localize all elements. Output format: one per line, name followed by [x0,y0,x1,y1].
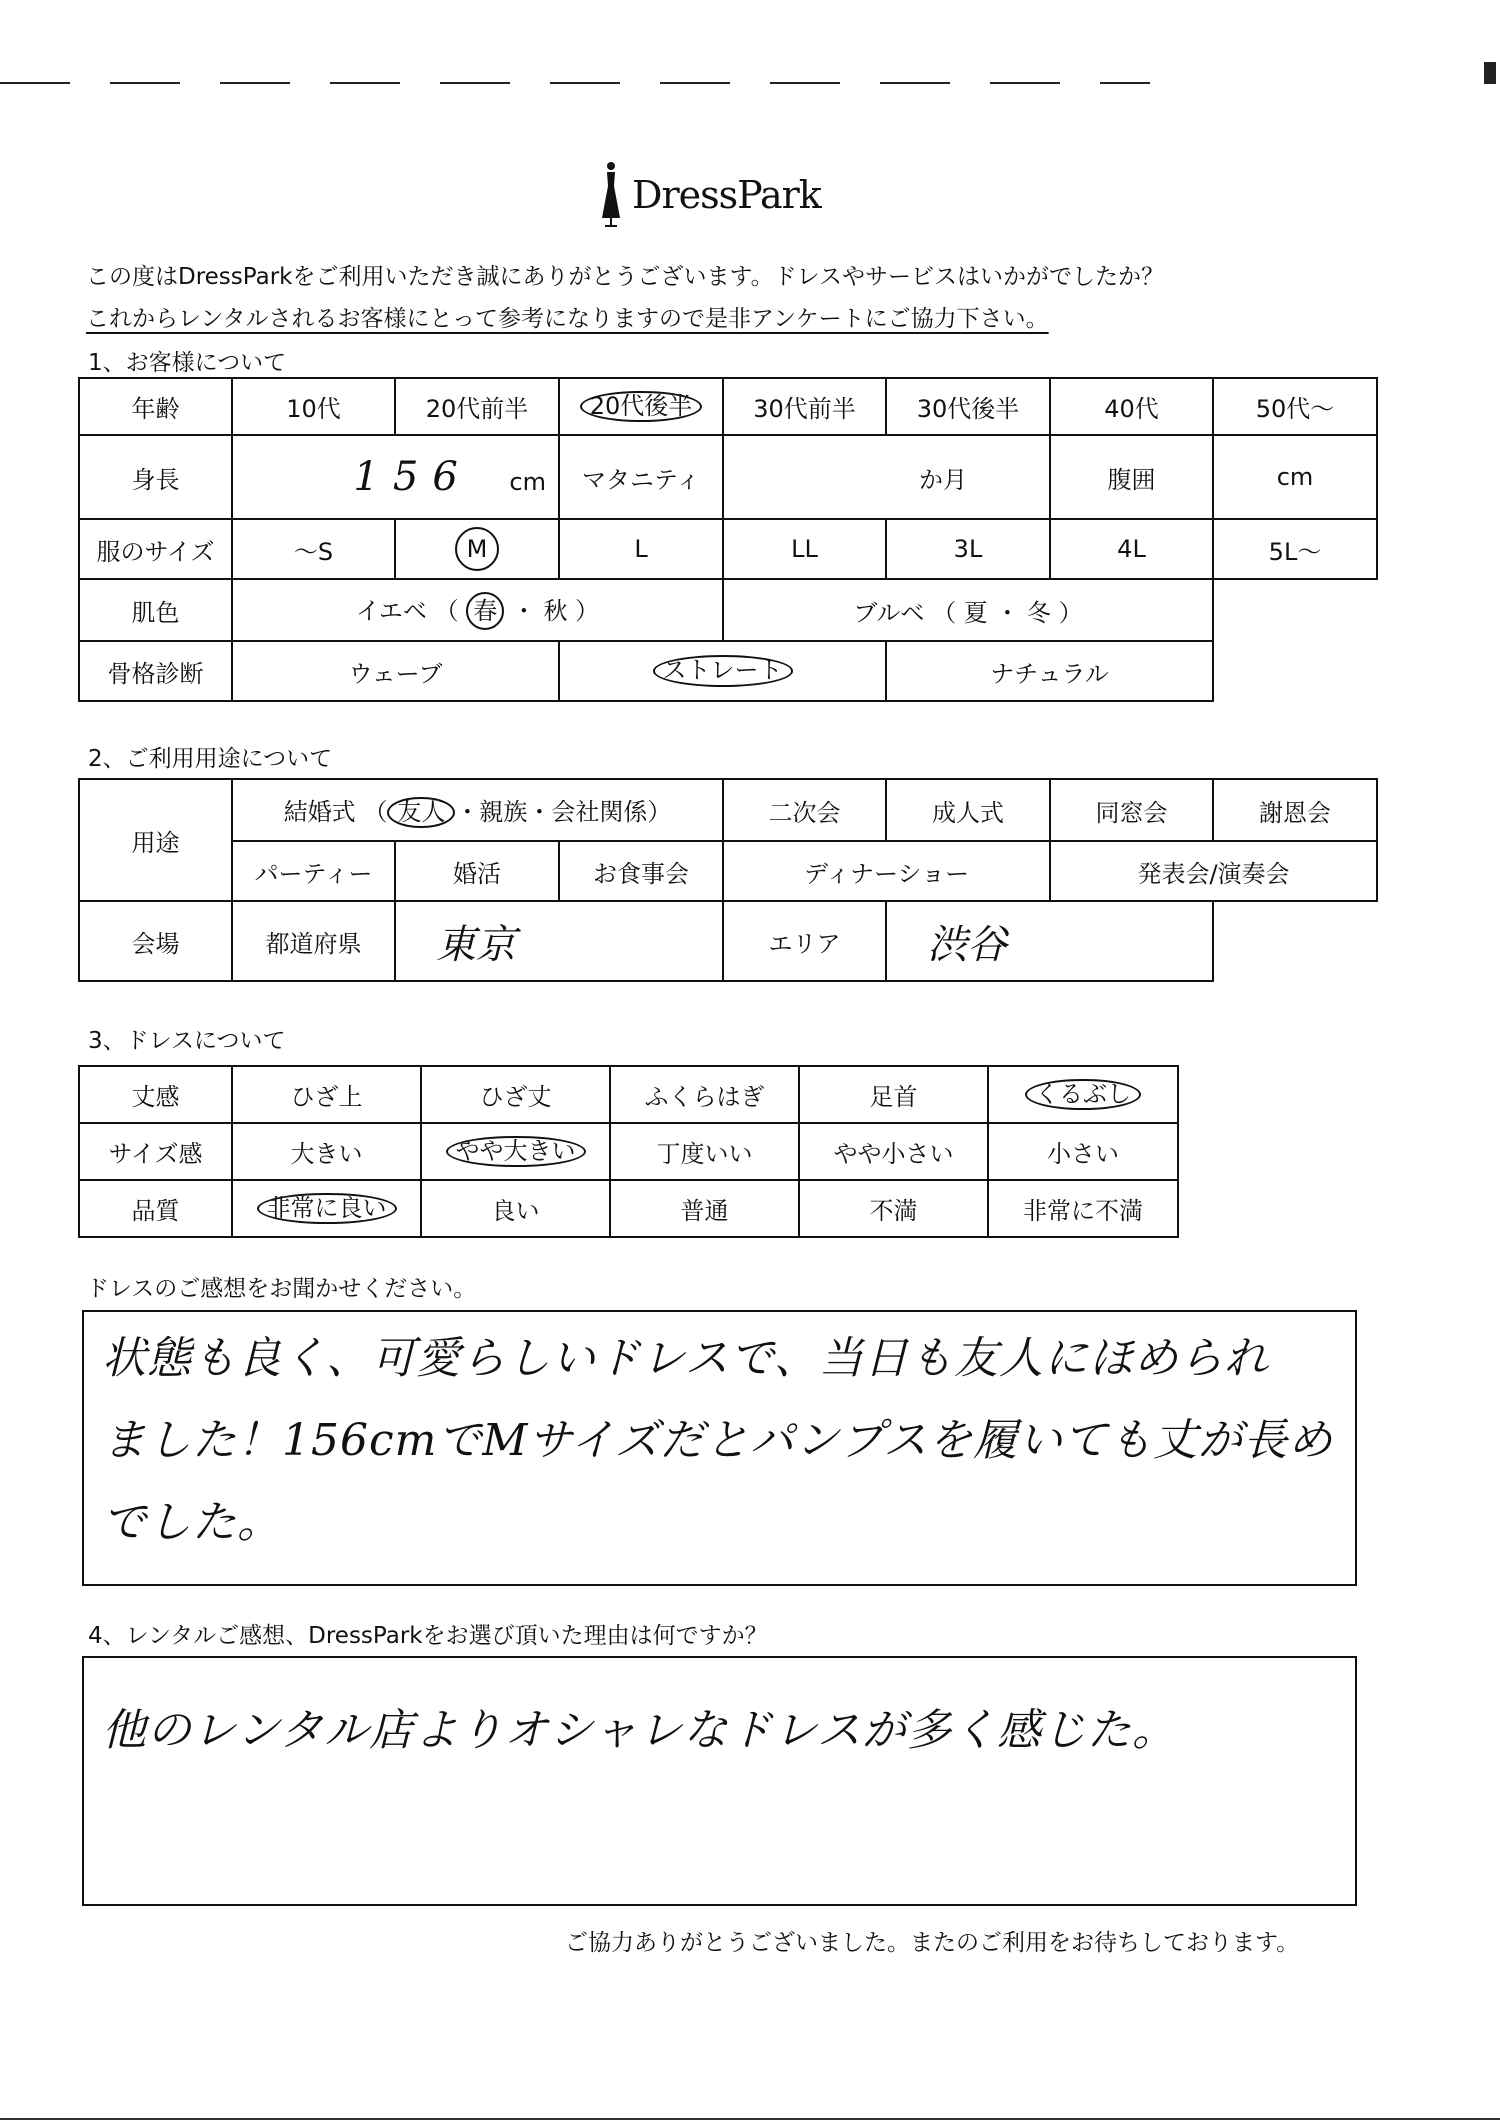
scan-edge-line-bottom [0,2118,1500,2120]
area-field[interactable] [886,901,1213,981]
quality-option-selected[interactable] [232,1180,421,1237]
height-value: 156 [353,454,472,500]
wedding-friend-selected[interactable]: 友人 [387,797,455,829]
wedding-label: 結婚式 [283,797,356,826]
quality-option[interactable]: 不満 [799,1180,988,1237]
usage-option[interactable]: ディナーショー [723,841,1050,901]
yellow-base-field[interactable] [232,579,723,641]
empty-cell [1213,579,1377,641]
usage-label: 用途 [79,779,232,901]
usage-option[interactable]: 二次会 [723,779,886,841]
spring-selected-mark[interactable]: 春 [466,592,504,630]
paren-close: ） [575,596,600,625]
fit-option[interactable]: 大きい [232,1123,421,1180]
length-row [79,1066,1178,1123]
paren-close: ） [647,797,672,826]
quality-row [79,1180,1178,1237]
skeleton-option[interactable]: ウェーブ [232,641,559,701]
paren-close: ） [1058,598,1083,627]
size-option[interactable]: 〜S [232,519,395,579]
intro-line-2: これからレンタルされるお客様にとって参考になりますので是非アンケートにご協力下さい。 [86,306,1049,332]
reason-answer-box[interactable] [82,1656,1357,1906]
wedding-other-options: ・親族・会社関係 [455,797,648,826]
waist-unit: cm [1276,463,1314,491]
size-row [79,519,1377,579]
size-selected-mark: M [455,527,499,571]
impression-line: でした。 [102,1497,282,1548]
age-option-selected[interactable] [559,378,723,435]
skeleton-row [79,641,1377,701]
fit-option[interactable]: やや小さい [799,1123,988,1180]
impression-answer-box[interactable] [82,1310,1357,1586]
quality-option[interactable]: 良い [421,1180,610,1237]
paren-open: （ [932,598,957,627]
prefecture-label: 都道府県 [232,901,395,981]
usage-table [78,778,1378,982]
wedding-field[interactable] [232,779,723,841]
length-option-selected[interactable] [988,1066,1178,1123]
usage-row-2 [79,841,1377,901]
usage-option[interactable]: 謝恩会 [1213,779,1377,841]
age-option[interactable]: 20代前半 [395,378,559,435]
length-option[interactable]: ひざ上 [232,1066,421,1123]
fit-option[interactable]: 小さい [988,1123,1178,1180]
skeleton-selected-mark: ストレート [653,655,793,687]
empty-cell [1213,901,1377,981]
length-label: 丈感 [79,1066,232,1123]
impression-line: 状態も良く、可愛らしいドレスで、当日も友人にほめられ [102,1333,1269,1384]
autumn-option[interactable]: 秋 [543,596,568,625]
quality-label: 品質 [79,1180,232,1237]
skin-label: 肌色 [79,579,232,641]
section-1-title: 1、お客様について [88,350,287,376]
usage-option[interactable]: 成人式 [886,779,1050,841]
size-option[interactable]: 4L [1050,519,1213,579]
length-option[interactable]: 足首 [799,1066,988,1123]
summer-option[interactable]: 夏 [963,598,988,627]
empty-cell [1213,641,1377,701]
quality-option[interactable]: 普通 [610,1180,799,1237]
paren-open: （ [363,797,388,826]
skeleton-option-selected[interactable] [559,641,886,701]
scan-edge-line [0,82,1150,84]
age-option[interactable]: 50代〜 [1213,378,1377,435]
age-row [79,378,1377,435]
footer-thanks: ご協力ありがとうございました。またのご利用をお待ちしております。 [565,1930,1300,1956]
height-row [79,435,1377,519]
yellow-base-label: イエベ [355,596,427,625]
dress-rating-table [78,1065,1179,1238]
brand-name: DressPark [632,173,821,217]
fit-selected-mark: やや大きい [446,1136,586,1168]
dot-separator: ・ [995,598,1020,627]
blue-base-label: ブルベ [853,598,925,627]
impression-line: ました！156cmでMサイズだとパンプスを履いても丈が長め [102,1415,1334,1466]
usage-option[interactable]: 婚活 [395,841,559,901]
reason-answer: 他のレンタル店よりオシャレなドレスが多く感じた。 [102,1705,1177,1756]
fit-option[interactable]: 丁度いい [610,1123,799,1180]
age-option[interactable]: 30代後半 [886,378,1050,435]
usage-option[interactable]: 発表会/演奏会 [1050,841,1377,901]
quality-selected-mark: 非常に良い [257,1193,397,1225]
venue-label: 会場 [79,901,232,981]
length-option[interactable]: ふくらはぎ [610,1066,799,1123]
skin-row [79,579,1377,641]
height-label: 身長 [79,435,232,519]
size-option[interactable]: LL [723,519,886,579]
intro-line-1: この度はDressParkをご利用いただき誠にありがとうございます。ドレスやサービスはいかがでしたか？ [86,264,1164,290]
dot-separator: ・ [511,596,536,625]
section-3-title: 3、ドレスについて [88,1028,286,1054]
quality-option[interactable]: 非常に不満 [988,1180,1178,1237]
usage-option[interactable]: お食事会 [559,841,723,901]
waist-label: 腹囲 [1050,435,1213,519]
winter-option[interactable]: 冬 [1026,598,1051,627]
maternity-label: マタニティ [559,435,723,519]
size-option-selected[interactable] [395,519,559,579]
length-option[interactable]: ひざ丈 [421,1066,610,1123]
area-value: 渋谷 [927,921,1008,968]
size-option[interactable]: L [559,519,723,579]
size-option[interactable]: 3L [886,519,1050,579]
prefecture-field[interactable] [395,901,723,981]
age-option[interactable]: 10代 [232,378,395,435]
size-option[interactable]: 5L〜 [1213,519,1377,579]
age-option[interactable]: 30代前半 [723,378,886,435]
venue-row [79,901,1377,981]
skeleton-option[interactable]: ナチュラル [886,641,1213,701]
age-label: 年齢 [79,378,232,435]
dress-icon [598,160,624,230]
fit-label: サイズ感 [79,1123,232,1180]
fit-option-selected[interactable] [421,1123,610,1180]
size-label: 服のサイズ [79,519,232,579]
age-selected-mark: 20代後半 [580,391,703,423]
scan-corner-mark [1484,62,1496,84]
usage-option[interactable]: 同窓会 [1050,779,1213,841]
usage-row-1 [79,779,1377,841]
length-selected-mark: くるぶし [1025,1079,1141,1111]
paren-open: （ [434,596,459,625]
height-field[interactable] [232,435,559,519]
height-unit: cm [509,468,546,496]
brand-logo [598,160,821,230]
customer-info-table [78,377,1378,702]
section-4-title: 4、レンタルご感想、DressParkをお選び頂いた理由は何ですか？ [88,1623,768,1649]
impression-prompt: ドレスのご感想をお聞かせください。 [86,1276,477,1302]
section-2-title: 2、ご利用用途について [88,746,333,772]
usage-option[interactable]: パーティー [232,841,395,901]
skeleton-label: 骨格診断 [79,641,232,701]
area-label: エリア [723,901,886,981]
fit-row [79,1123,1178,1180]
months-unit: か月 [919,465,967,494]
prefecture-value: 東京 [436,921,516,968]
blue-base-field[interactable] [723,579,1213,641]
maternity-months-field[interactable] [723,435,1050,519]
waist-field[interactable] [1213,435,1377,519]
age-option[interactable]: 40代 [1050,378,1213,435]
